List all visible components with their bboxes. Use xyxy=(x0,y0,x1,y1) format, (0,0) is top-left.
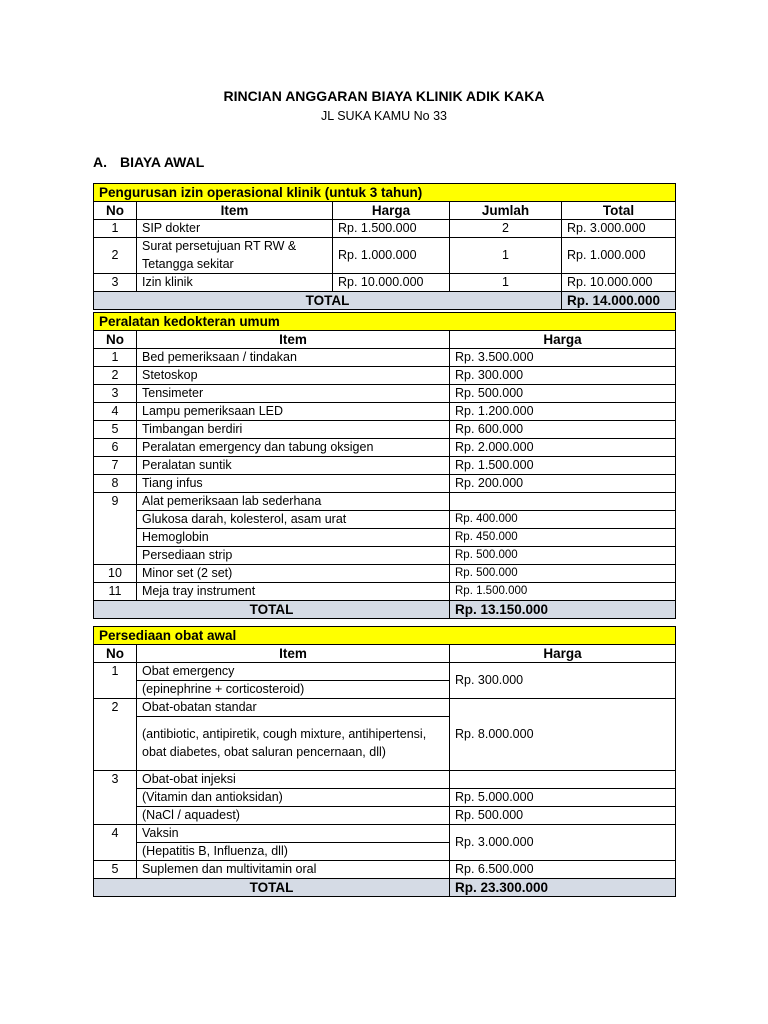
subrow-harga: Rp. 500.000 xyxy=(450,807,676,825)
row-item: Vaksin xyxy=(137,825,450,843)
row-no: 11 xyxy=(94,583,137,601)
row-item: Stetoskop xyxy=(137,367,450,385)
izin-header-row xyxy=(94,202,676,220)
col-header-harga: Harga xyxy=(333,202,450,220)
col-header-harga: Harga xyxy=(450,331,676,349)
col-header-harga: Harga xyxy=(450,645,676,663)
col-header-item: Item xyxy=(137,331,450,349)
row-no: 2 xyxy=(94,367,137,385)
row-no: 4 xyxy=(94,403,137,421)
row-total: Rp. 3.000.000 xyxy=(562,220,676,238)
row-harga: Rp. 600.000 xyxy=(450,421,676,439)
col-header-item: Item xyxy=(137,645,450,663)
row-item: Obat-obatan standar xyxy=(137,699,450,717)
row-item: Peralatan emergency dan tabung oksigen xyxy=(137,439,450,457)
obat-header-row xyxy=(94,645,676,663)
table-row xyxy=(94,583,676,601)
row-item: Surat persetujuan RT RW & Tetangga sekitar xyxy=(137,238,333,274)
row-total: Rp. 10.000.000 xyxy=(562,274,676,292)
row-harga: Rp. 1.200.000 xyxy=(450,403,676,421)
row-no: 1 xyxy=(94,663,137,699)
subrow-item: Glukosa darah, kolesterol, asam urat xyxy=(137,511,450,529)
row-no: 7 xyxy=(94,457,137,475)
col-header-item: Item xyxy=(137,202,333,220)
table-row xyxy=(94,699,676,717)
row-item: Tiang infus xyxy=(137,475,450,493)
row-item: Alat pemeriksaan lab sederhana xyxy=(137,493,450,511)
table-row xyxy=(94,663,676,681)
row-harga: Rp. 3.500.000 xyxy=(450,349,676,367)
izin-table-title: Pengurusan izin operasional klinik (untuk 3 tahun) xyxy=(94,184,676,202)
row-item: Bed pemeriksaan / tindakan xyxy=(137,349,450,367)
subrow-harga: Rp. 450.000 xyxy=(450,529,676,547)
table-row xyxy=(94,565,676,583)
row-item: Lampu pemeriksaan LED xyxy=(137,403,450,421)
row-item: SIP dokter xyxy=(137,220,333,238)
total-value: Rp. 13.150.000 xyxy=(450,601,676,619)
table-row xyxy=(94,349,676,367)
subrow-item: (Vitamin dan antioksidan) xyxy=(137,789,450,807)
row-harga: Rp. 1.500.000 xyxy=(333,220,450,238)
row-jumlah: 2 xyxy=(450,220,562,238)
row-no: 3 xyxy=(94,274,137,292)
col-header-no: No xyxy=(94,331,137,349)
document-title: RINCIAN ANGGARAN BIAYA KLINIK ADIK KAKA xyxy=(223,88,545,104)
row-jumlah: 1 xyxy=(450,274,562,292)
row-harga: Rp. 2.000.000 xyxy=(450,439,676,457)
row-no: 1 xyxy=(94,349,137,367)
obat-table-title: Persediaan obat awal xyxy=(94,627,676,645)
table-row xyxy=(94,238,676,274)
row-item: Tensimeter xyxy=(137,385,450,403)
row-harga: Rp. 1.500.000 xyxy=(450,583,676,601)
izin-table xyxy=(93,183,676,310)
table-row xyxy=(94,825,676,843)
row-harga: Rp. 500.000 xyxy=(450,565,676,583)
row-harga: Rp. 6.500.000 xyxy=(450,861,676,879)
row-no: 9 xyxy=(94,493,137,565)
row-harga: Rp. 500.000 xyxy=(450,385,676,403)
col-header-no: No xyxy=(94,202,137,220)
total-label: TOTAL xyxy=(94,292,562,310)
row-no: 10 xyxy=(94,565,137,583)
row-jumlah: 1 xyxy=(450,238,562,274)
table-subrow xyxy=(94,529,676,547)
row-harga-empty xyxy=(450,493,676,511)
row-no: 6 xyxy=(94,439,137,457)
subrow-harga: Rp. 400.000 xyxy=(450,511,676,529)
table-row xyxy=(94,861,676,879)
row-item: Timbangan berdiri xyxy=(137,421,450,439)
row-no: 5 xyxy=(94,421,137,439)
row-harga: Rp. 200.000 xyxy=(450,475,676,493)
total-label: TOTAL xyxy=(94,879,450,897)
obat-table xyxy=(93,626,676,897)
table-row xyxy=(94,475,676,493)
table-subrow xyxy=(94,807,676,825)
total-row xyxy=(94,879,676,897)
row-item: Meja tray instrument xyxy=(137,583,450,601)
table-row xyxy=(94,439,676,457)
row-harga: Rp. 300.000 xyxy=(450,367,676,385)
subrow-item: (Hepatitis B, Influenza, dll) xyxy=(137,843,450,861)
row-total: Rp. 1.000.000 xyxy=(562,238,676,274)
peralatan-table-title: Peralatan kedokteran umum xyxy=(94,313,676,331)
table-row xyxy=(94,493,676,511)
row-harga-empty xyxy=(450,771,676,789)
total-row xyxy=(94,601,676,619)
table-row xyxy=(94,274,676,292)
subrow-harga: Rp. 500.000 xyxy=(450,547,676,565)
subrow-harga: Rp. 5.000.000 xyxy=(450,789,676,807)
table-row xyxy=(94,421,676,439)
row-item: Obat-obat injeksi xyxy=(137,771,450,789)
subrow-item: Persediaan strip xyxy=(137,547,450,565)
row-item: Obat emergency xyxy=(137,663,450,681)
total-value: Rp. 14.000.000 xyxy=(562,292,676,310)
table-row xyxy=(94,220,676,238)
row-no: 1 xyxy=(94,220,137,238)
col-header-total: Total xyxy=(562,202,676,220)
total-row xyxy=(94,292,676,310)
row-no: 2 xyxy=(94,699,137,771)
subrow-item: Hemoglobin xyxy=(137,529,450,547)
col-header-jumlah: Jumlah xyxy=(450,202,562,220)
row-harga: Rp. 1.500.000 xyxy=(450,457,676,475)
row-no: 8 xyxy=(94,475,137,493)
subrow-item: (epinephrine + corticosteroid) xyxy=(137,681,450,699)
table-row xyxy=(94,367,676,385)
total-value: Rp. 23.300.000 xyxy=(450,879,676,897)
table-subrow xyxy=(94,511,676,529)
subrow-item: (antibiotic, antipiretik, cough mixture, antihipertensi, obat diabetes, obat saluran pencernaan, dll) xyxy=(137,717,450,771)
row-item: Izin klinik xyxy=(137,274,333,292)
row-no: 2 xyxy=(94,238,137,274)
row-item: Suplemen dan multivitamin oral xyxy=(137,861,450,879)
table-subrow xyxy=(94,547,676,565)
table-row xyxy=(94,771,676,789)
row-no: 5 xyxy=(94,861,137,879)
row-item: Minor set (2 set) xyxy=(137,565,450,583)
row-harga: Rp. 300.000 xyxy=(450,663,676,699)
section-letter: A. xyxy=(93,154,107,170)
row-harga: Rp. 3.000.000 xyxy=(450,825,676,861)
row-item: Peralatan suntik xyxy=(137,457,450,475)
total-label: TOTAL xyxy=(94,601,450,619)
table-row xyxy=(94,457,676,475)
section-heading xyxy=(93,154,204,170)
row-no: 3 xyxy=(94,771,137,825)
col-header-no: No xyxy=(94,645,137,663)
row-harga: Rp. 8.000.000 xyxy=(450,699,676,771)
row-no: 4 xyxy=(94,825,137,861)
peralatan-table xyxy=(93,312,676,619)
table-row xyxy=(94,385,676,403)
row-harga: Rp. 10.000.000 xyxy=(333,274,450,292)
table-subrow xyxy=(94,789,676,807)
peralatan-header-row xyxy=(94,331,676,349)
subrow-item: (NaCl / aquadest) xyxy=(137,807,450,825)
row-no: 3 xyxy=(94,385,137,403)
document-address: JL SUKA KAMU No 33 xyxy=(321,109,447,123)
section-title: BIAYA AWAL xyxy=(120,154,205,170)
row-harga: Rp. 1.000.000 xyxy=(333,238,450,274)
table-row xyxy=(94,403,676,421)
